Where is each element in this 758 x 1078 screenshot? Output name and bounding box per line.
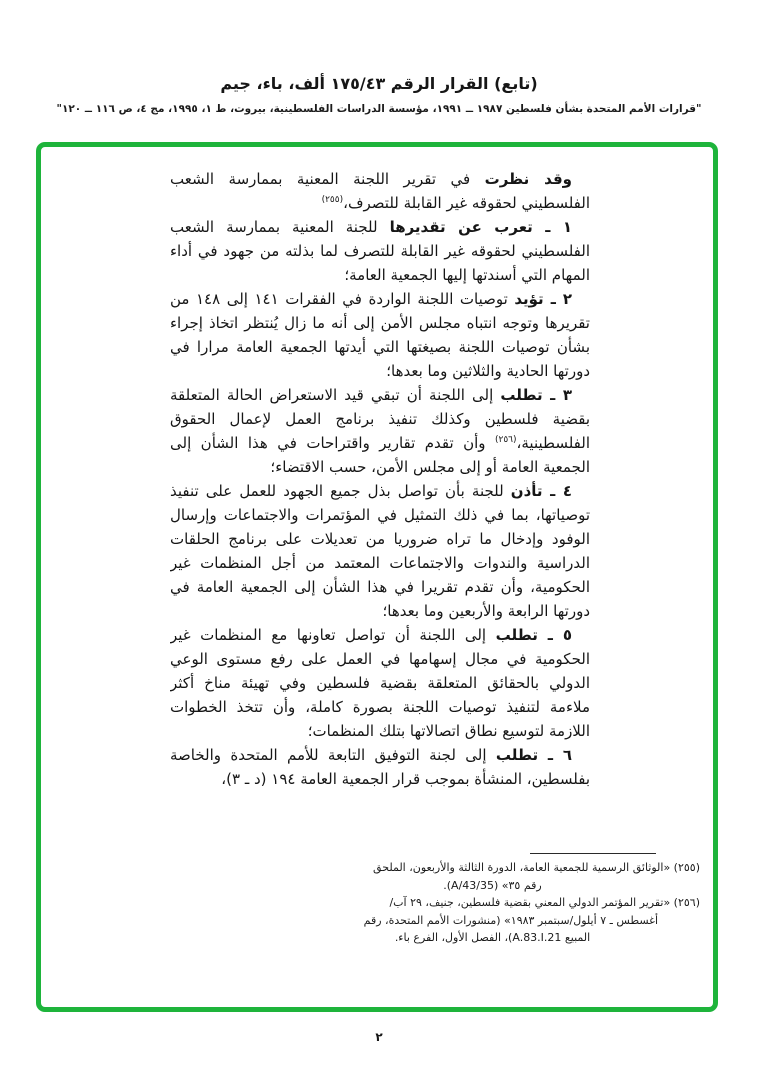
paragraph-3-lead: ٣ ـ تطلب bbox=[500, 386, 572, 404]
intro-lead: وقد نظرت bbox=[484, 170, 572, 188]
intro-text: في تقرير اللجنة المعنية بممارسة الشعب الفلسطيني لحقوقه غير القابلة للتصرف، bbox=[170, 170, 590, 212]
paragraph-5-lead: ٥ ـ تطلب bbox=[495, 626, 572, 644]
paragraph-5-text: إلى اللجنة أن تواصل تعاونها مع المنظمات غير الحكومية في مجال إسهامها في العمل على رفع مستوى الوعي الدولي بالحقائق المتعلقة بقضية فلسطين وفي تهيئة مناخ أكثر ملاءمة لتنفيذ توصيات اللجنة بصورة كاملة، وأن تتخذ الخطوات اللازمة لتوسيع نطاق اتصالاتها بتلك المنظمات؛ bbox=[170, 626, 590, 740]
footnote-ref-255: (٢٥٥) bbox=[321, 195, 344, 205]
resolution-body bbox=[170, 167, 590, 847]
paragraph-6-text: إلى لجنة التوفيق التابعة للأمم المتحدة والخاصة بفلسطين، المنشأة بموجب قرار الجمعية العامة ١٩٤ (د ـ ٣)، bbox=[170, 746, 590, 788]
source-citation-line: "قرارات الأمم المتحدة بشأن فلسطين ١٩٨٧ ــ ١٩٩١، مؤسسة الدراسات الفلسطينية، بيروت، ط ١، ١٩٩٥، مج ٤، ص ١١٦ ــ ١٢٠" bbox=[56, 103, 702, 115]
footnote-255-line-2: رقم ٣٥» (A/43/35). bbox=[443, 878, 542, 892]
footnote-256-line-3: المبيع A.83.I.21)، الفصل الأول، الفرع باء. bbox=[394, 931, 591, 944]
paragraph-3 bbox=[170, 383, 590, 479]
paragraph-2-text: توصيات اللجنة الواردة في الفقرات ١٤١ إلى ١٤٨ من تقريرها وتوجه انتباه مجلس الأمن إلى أنه ما زال يُنتظر اتخاذ إجراء بشأن توصيات اللجنة بصيغتها التي أيدتها الجمعية العامة مرارا في دورتها الحادية والثلاثين وما بعدها؛ bbox=[170, 290, 590, 380]
paragraph-3-text-cont: وأن تقدم تقارير واقتراحات في هذا الشأن إلى الجمعية العامة أو إلى مجلس الأمن، حسب الاقتضاء؛ bbox=[170, 434, 590, 476]
paragraph-4-lead: ٤ ـ تأذن bbox=[510, 482, 572, 500]
intro-paragraph bbox=[170, 167, 590, 215]
footnote-separator-rule bbox=[530, 853, 656, 854]
footnote-ref-256: (٢٥٦) bbox=[495, 435, 517, 445]
paragraph-1-text: للجنة المعنية بممارسة الشعب الفلسطيني لحقوقه غير القابلة للتصرف لما بذلته من جهود في أداء المهام التي أسندتها إليها الجمعية العامة؛ bbox=[170, 218, 590, 284]
footnote-256-line-2: أغسطس ـ ٧ أيلول/سبتمبر ١٩٨٣» (منشورات الأمم المتحدة، رقم bbox=[363, 913, 658, 927]
page-title: (تابع) القرار الرقم ١٧٥/٤٣ ألف، باء، جيم bbox=[220, 74, 538, 93]
paragraph-2 bbox=[170, 287, 590, 383]
paragraph-2-lead: ٢ ـ تؤيد bbox=[514, 290, 572, 308]
page-number: ٢ bbox=[375, 1030, 383, 1044]
paragraph-5 bbox=[170, 623, 590, 743]
paragraph-1-lead: ١ ـ تعرب عن تقديرها bbox=[389, 218, 572, 236]
paragraph-1 bbox=[170, 215, 590, 287]
paragraph-4 bbox=[170, 479, 590, 623]
paragraph-6 bbox=[170, 743, 590, 791]
paragraph-6-lead: ٦ ـ تطلب bbox=[495, 746, 572, 764]
footnote-255-line-1: (٢٥٥) «الوثائق الرسمية للجمعية العامة، الدورة الثالثة والأربعون، الملحق bbox=[373, 861, 700, 874]
footnote-256-line-1: (٢٥٦) «تقرير المؤتمر الدولي المعني بقضية فلسطين، جنيف، ٢٩ آب/ bbox=[389, 896, 700, 909]
paragraph-4-text: للجنة بأن تواصل بذل جميع الجهود للعمل على تنفيذ توصياتها، بما في ذلك التمثيل في المؤتمرات والاجتماعات وإرسال الوفود وإدخال ما تراه ضروريا من تعديلات على برنامج الحلقات الدراسية والندوات والاجتماعات المعتمد من أجل المنظمات غير الحكومية، وأن تقدم تقريرا في هذا الشأن إلى الجمعية العامة في دورتها الرابعة والأربعين وما بعدها؛ bbox=[170, 482, 590, 620]
footnotes-block bbox=[285, 859, 700, 947]
paragraph-3-text: إلى اللجنة أن تبقي قيد الاستعراض الحالة المتعلقة بقضية فلسطين وكذلك تنفيذ برنامج العمل لإعمال الحقوق الفلسطينية، bbox=[170, 386, 590, 452]
